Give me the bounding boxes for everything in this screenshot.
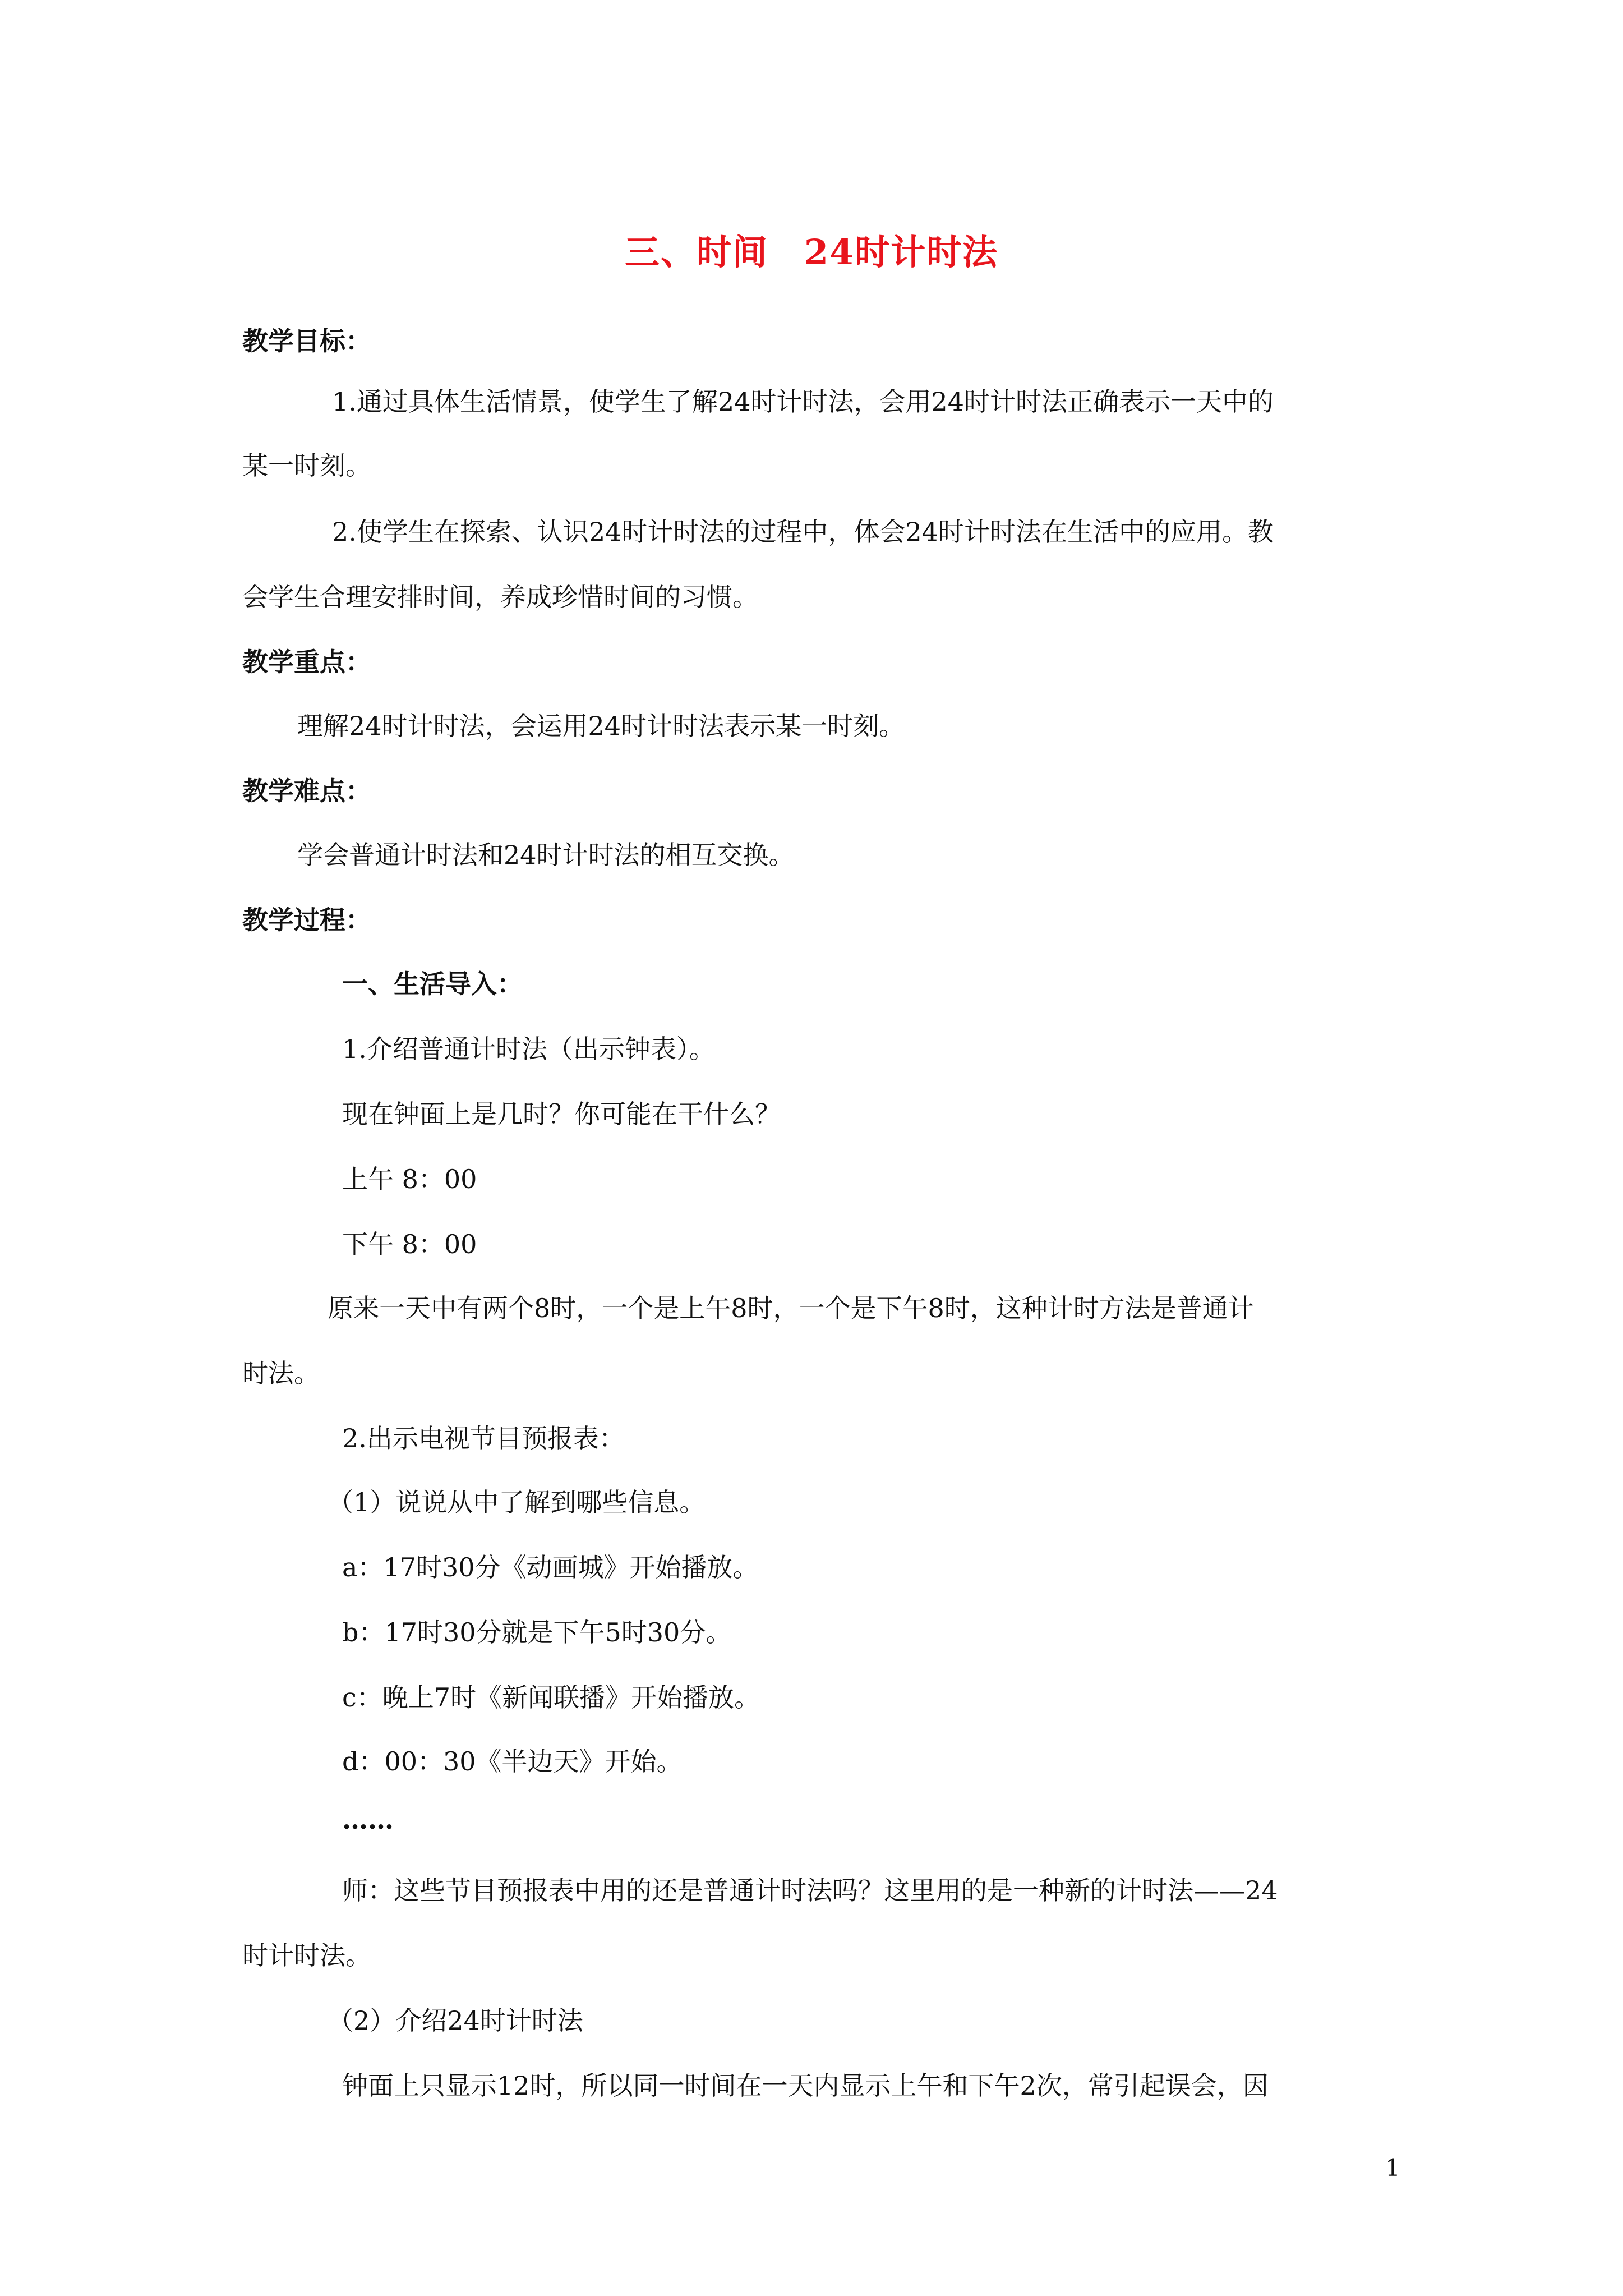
process-line: 时计时法。	[242, 1940, 371, 1971]
process-line: 上午 8：00	[342, 1164, 477, 1194]
process-line: （1）说说从中了解到哪些信息。	[328, 1487, 706, 1517]
process-line: ……	[342, 1805, 394, 1835]
key-points-text: 理解24时计时法，会运用24时计时法表示某一时刻。	[297, 711, 905, 741]
process-subheading: 一、生活导入：	[342, 969, 523, 999]
process-line: b：17时30分就是下午5时30分。	[342, 1617, 732, 1648]
objective-line: 2.使学生在探索、认识24时计时法的过程中，体会24时计时法在生活中的应用。教	[332, 517, 1274, 547]
process-line: （2）介绍24时计时法	[328, 2005, 583, 2036]
objective-line: 会学生合理安排时间，养成珍惜时间的习惯。	[242, 582, 758, 612]
key-points-heading: 教学重点：	[242, 647, 371, 677]
objective-line: 1.通过具体生活情景，使学生了解24时计时法，会用24时计时法正确表示一天中的	[332, 386, 1274, 417]
objectives-heading: 教学目标：	[242, 326, 371, 356]
process-heading: 教学过程：	[242, 905, 371, 935]
process-line: 师：这些节目预报表中用的还是普通计时法吗？这里用的是一种新的计时法——24	[342, 1875, 1278, 1906]
process-line: 下午 8：00	[342, 1229, 477, 1259]
process-line: 1.介绍普通计时法（出示钟表）。	[342, 1034, 715, 1064]
process-line: 时法。	[242, 1358, 320, 1388]
process-line: 现在钟面上是几时？你可能在干什么？	[342, 1099, 781, 1129]
process-line: d：00：30《半边天》开始。	[342, 1746, 683, 1777]
process-line: c：晚上7时《新闻联播》开始播放。	[342, 1682, 760, 1713]
process-line: a：17时30分《动画城》开始播放。	[342, 1552, 759, 1582]
page-number: 1	[1385, 2154, 1400, 2182]
difficulties-text: 学会普通计时法和24时计时法的相互交换。	[297, 840, 795, 870]
document-title: 三、时间 24时计时法	[624, 232, 999, 273]
difficulties-heading: 教学难点：	[242, 776, 371, 806]
objective-line: 某一时刻。	[242, 450, 371, 481]
process-line: 2.出示电视节目预报表：	[342, 1423, 625, 1453]
process-line: 钟面上只显示12时，所以同一时间在一天内显示上午和下午2次，常引起误会，因	[342, 2070, 1269, 2101]
process-line: 原来一天中有两个8时，一个是上午8时，一个是下午8时，这种计时方法是普通计	[328, 1293, 1254, 1323]
